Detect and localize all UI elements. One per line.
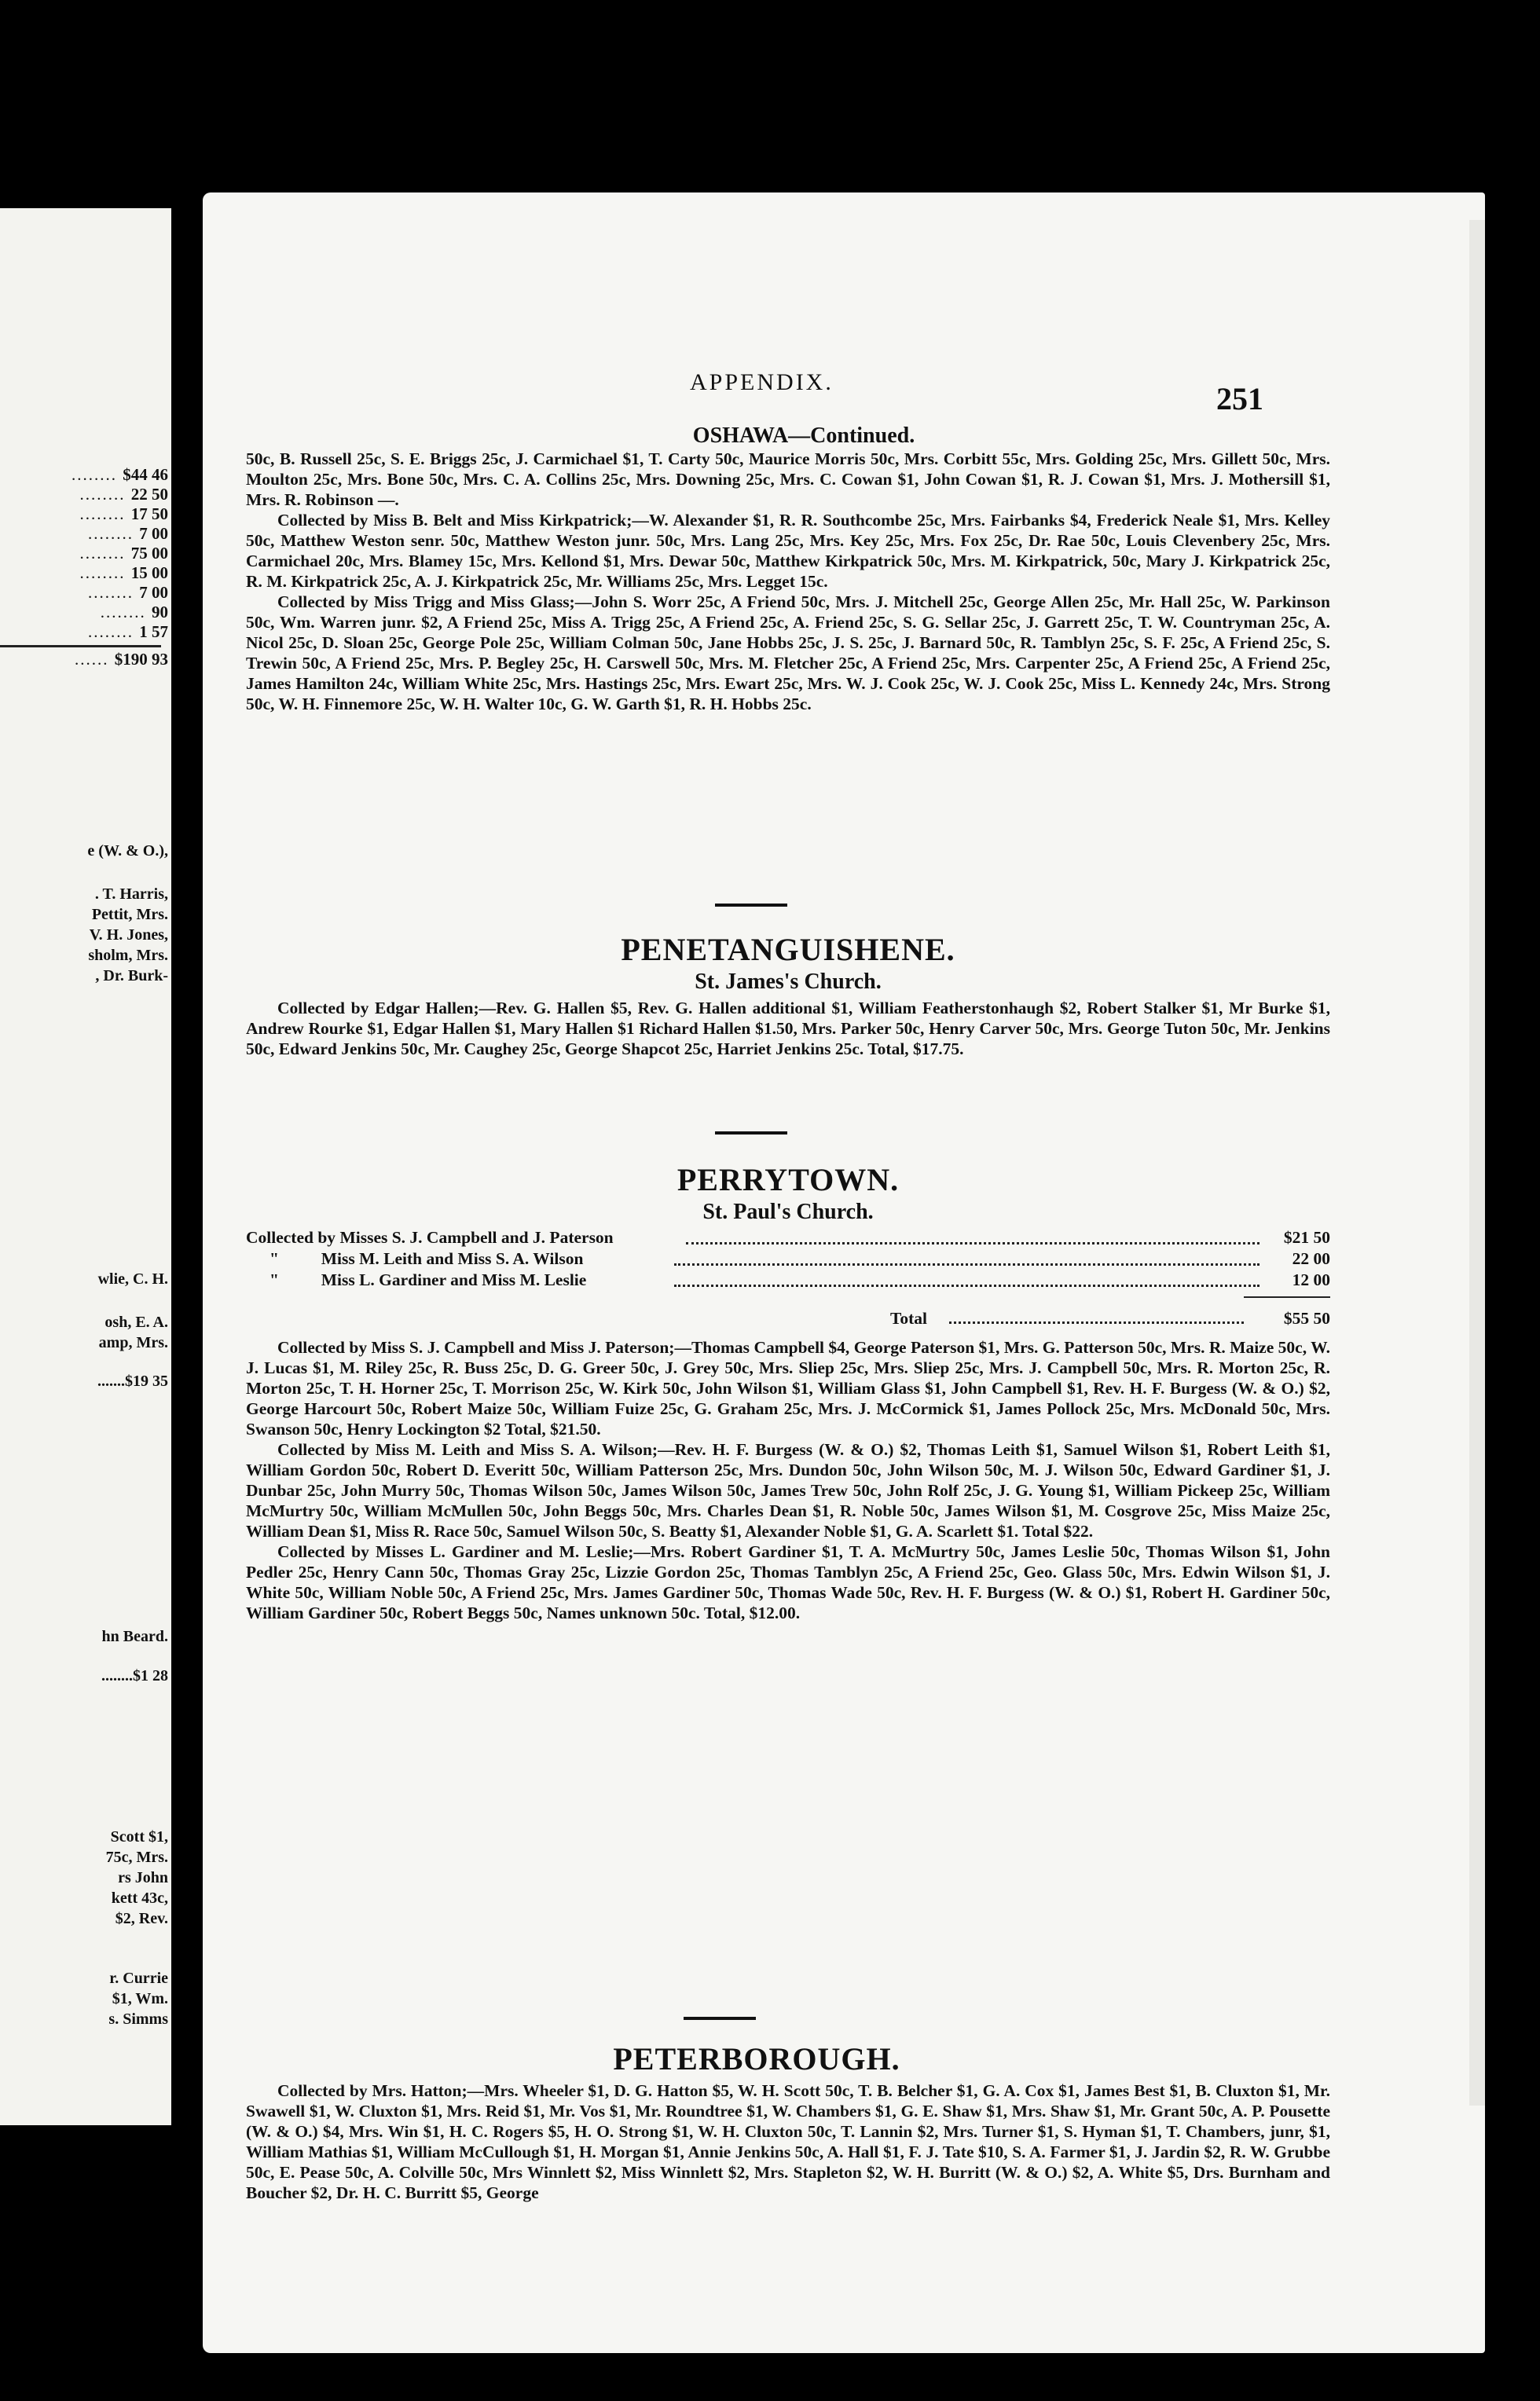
left-fragment: $2, Rev. — [115, 1910, 168, 1927]
left-fragment: Pettit, Mrs. — [91, 906, 168, 923]
section-perrytown — [246, 1161, 1330, 1623]
left-fragment: $1, Wm. — [112, 1990, 168, 2007]
section-penetanguishene — [246, 931, 1330, 1059]
left-amount: ........ 75 00 — [79, 544, 168, 563]
left-sum-rule — [0, 645, 161, 647]
left-fragment: 75c, Mrs. — [105, 1849, 168, 1866]
dot-leader — [686, 1241, 1260, 1244]
left-amount: ........ 90 — [100, 603, 168, 621]
running-head-title: APPENDIX. — [690, 369, 834, 395]
page-edge — [1469, 220, 1485, 2106]
paragraph: Collected by Edgar Hallen;—Rev. G. Hallen $5, Rev. G. Hallen additional $1, William Featherstonhaugh $2, Robert Stalker $1, Mr Burke $1, Andrew Rourke $1, Edgar Hallen $1, Mary Hallen $1 Richard Hallen $1.50, Mrs. Parker 50c, Henry Carver 50c, Mrs. George Tuton 50c, Mr. Jenkins 50c, Edward Jenkins 50c, Mr. Caughey 25c, George Shapcot 25c, Harriet Jenkins 25c. Total, $17.75. — [246, 999, 1330, 1058]
left-fragment: s. Simms — [108, 2011, 168, 2028]
left-amount: ........ 22 50 — [79, 485, 168, 504]
section-heading: OSHAWA—Continued. — [692, 423, 915, 448]
paragraph: Collected by Miss S. J. Campbell and Miss J. Paterson;—Thomas Campbell $4, George Paterson $1, Mrs. G. Patterson 50c, Mrs. R. Maize 50c, W. J. Lucas $1, M. Riley 25c, R. Buss 25c, D. G. Greer 50c, J. Grey 50c, Mrs. Sliep 25c, Mrs. Sliep 25c, Mrs. J. Campbell 50c, Mrs. R. Morton 25c, R. Morton 25c, T. H. Horner 25c, T. Morrison 25c, W. Kirk 50c, John Wilson $1, William Glass $1, John Campbell $1, Rev. H. F. Burgess (W. & O.) $2, George Harcourt 50c, Robert Maize 50c, William Fuize 25c, G. Graham 25c, Mrs. J. McCormick $1, James Pollock 25c, Mrs. McDonald 50c, Mrs. Swanson 50c, Henry Lockington $2 Total, $21.50. — [246, 1338, 1330, 1439]
left-fragment: , Dr. Burk- — [95, 967, 168, 984]
collection-amount: 12 00 — [1292, 1270, 1330, 1289]
left-fragment: . T. Harris, — [94, 885, 168, 903]
left-amount: ........ 1 57 — [88, 622, 168, 641]
page — [203, 192, 1485, 2353]
left-fragment: amp, Mrs. — [98, 1334, 168, 1351]
paragraph: Collected by Mrs. Hatton;—Mrs. Wheeler $1, D. G. Hatton $5, W. H. Scott 50c, T. B. Belcher $1, G. A. Cox $1, James Best $1, B. Cluxton $1, Mr. Swawell $1, W. Cluxton $1, Mrs. Reid $1, Mr. Vos $1, Mr. Roundtree $1, W. Chambers $1, G. E. Shaw $1, Mrs. Shaw $1, Mr. Grant 50c, A. P. Pousette (W. & O.) $4, Mrs. Win $1, H. C. Rogers $5, H. O. Strong $1, W. H. Cluxton 50c, T. Lannin $2, Mrs. Turner $1, S. Hyman $1, T. Chambers, junr, $1, William Mathias $1, William McCullough $1, H. Morgan $1, Annie Jenkins 50c, A. Hall $1, F. J. Tate $10, S. A. Farmer $1, J. Jardin $2, R. W. Grubbe 50c, E. Pease 50c, A. Colville 50c, Mrs Winnlett $2, Miss Winnlett $2, Mrs. Stapleton $2, W. H. Burritt (W. & O.) $2, A. White $5, Drs. Burnham and Boucher $2, Dr. H. C. Burritt $5, George — [246, 2081, 1330, 2202]
left-fragment: .......$19 35 — [97, 1373, 168, 1390]
section-heading: PENETANGUISHENE. — [621, 932, 955, 967]
collection-label: " Miss L. Gardiner and Miss M. Leslie — [270, 1270, 587, 1289]
left-fragment: wlie, C. H. — [97, 1270, 168, 1288]
total-row — [246, 1309, 1330, 1332]
section-heading: PERRYTOWN. — [676, 1162, 900, 1197]
total-amount: $55 50 — [1283, 1309, 1330, 1328]
section-divider — [715, 1131, 787, 1135]
collection-row — [246, 1228, 1330, 1249]
left-fragment: ........$1 28 — [101, 1667, 168, 1684]
section-subheading: St. Paul's Church. — [702, 1200, 874, 1224]
collection-amount: 22 00 — [1292, 1249, 1330, 1268]
sum-rule — [1244, 1296, 1330, 1298]
paragraph: 50c, B. Russell 25c, S. E. Briggs 25c, J. Carmichael $1, T. Carty 50c, Maurice Morris 50c, Mrs. Corbitt 55c, Mrs. Golding 25c, Mrs. Gillett 50c, Mrs. Moulton 25c, Mrs. Bone 50c, Mrs. C. A. Collins 25c, Mrs. Downing 25c, Mrs. C. Cowan $1, John Cowan $1, R. J. Cowan $1, Mrs. J. Mothersill $1, Mrs. R. Robinson —. — [246, 449, 1330, 509]
section-oshawa — [246, 422, 1330, 714]
left-fragment: r. Currie — [109, 1970, 168, 1987]
left-amount: ........ 7 00 — [88, 583, 168, 602]
left-total: ...... $190 93 — [75, 650, 168, 669]
collection-label: Collected by Misses S. J. Campbell and J. Paterson — [246, 1228, 614, 1247]
left-amount: ........ 7 00 — [88, 524, 168, 543]
left-fragment: osh, E. A. — [104, 1314, 168, 1331]
total-label: Total — [890, 1309, 927, 1328]
section-divider — [715, 904, 787, 907]
book-gutter — [171, 0, 204, 2401]
collections-table — [246, 1228, 1330, 1332]
left-fragment: hn Beard. — [101, 1628, 168, 1645]
left-fragment: Scott $1, — [110, 1828, 168, 1846]
collection-label: " Miss M. Leith and Miss S. A. Wilson — [270, 1249, 584, 1268]
section-heading: PETERBOROUGH. — [613, 2041, 900, 2077]
collection-row — [246, 1270, 1330, 1292]
paragraph: Collected by Miss M. Leith and Miss S. A. Wilson;—Rev. H. F. Burgess (W. & O.) $2, Thomas Leith $1, Samuel Wilson $1, Robert Leith $1, William Gordon 50c, Robert D. Everitt 50c, William Patterson 25c, Mrs. Dundon 50c, John Wilson 50c, M. J. Wilson 50c, Edward Gardiner $1, J. Dunbar 25c, John Murry 50c, Thomas Wilson 50c, James Wilson 50c, James Trew 50c, John Rolf 25c, J. G. Young $1, William Pickeep 25c, William McMurtry 50c, William McMullen 50c, John Beggs 50c, Mrs. Charles Dean $1, R. Noble 50c, James Wilson $1, M. Cosgrove 25c, Miss Maize 25c, William Dean $1, Miss R. Race 50c, Samuel Wilson 50c, S. Beatty $1, Alexander Noble $1, G. A. Scarlett $1. Total $22. — [246, 1440, 1330, 1541]
dot-leader — [674, 1283, 1260, 1287]
section-subheading: St. James's Church. — [695, 970, 882, 994]
left-fragment: kett 43c, — [111, 1890, 168, 1907]
collection-amount: $21 50 — [1283, 1228, 1330, 1247]
left-fragment: V. H. Jones, — [89, 926, 168, 944]
collection-row — [246, 1249, 1330, 1270]
left-amount: ........ $44 46 — [72, 465, 168, 484]
page-number: 251 — [1216, 381, 1263, 416]
paragraph: Collected by Misses L. Gardiner and M. Leslie;—Mrs. Robert Gardiner $1, T. A. McMurtry 50c, James Leslie 50c, Thomas Wilson $1, John Pedler 25c, Henry Cann 50c, Thomas Gray 25c, Lizzie Gordon 25c, Thomas Tamblyn 25c, A Friend 25c, Geo. Glass 50c, Mrs. Edwin Wilson $1, J. White 50c, William Noble 50c, A Friend 25c, Mrs. James Gardiner 50c, Thomas Wade 50c, Rev. H. F. Burgess (W. & O.) $1, Robert H. Gardiner 50c, William Gardiner 50c, Robert Beggs 50c, Names unknown 50c. Total, $12.00. — [246, 1542, 1330, 1622]
section-peterborough — [246, 2040, 1330, 2203]
left-amount: ........ 15 00 — [79, 563, 168, 582]
left-fragment: e (W. & O.), — [87, 842, 168, 860]
paragraph: Collected by Miss Trigg and Miss Glass;—John S. Worr 25c, A Friend 50c, Mrs. J. Mitchell 25c, George Allen 25c, Mr. Hall 25c, W. Parkinson 50c, Wm. Warren junr. $2, A Friend 25c, Miss A. Trigg 25c, A Friend 25c, A. Friend 25c, S. G. Sellar 25c, J. Garrett 25c, T. W. Countryman 25c, A. Nicol 25c, D. Sloan 25c, George Pole 25c, William Colman 50c, Jane Hobbs 25c, J. S. 25c, J. Barnard 50c, R. Tamblyn 25c, S. F. 25c, A Friend 25c, S. Trewin 50c, A Friend 25c, Mrs. P. Begley 25c, H. Carswell 50c, Mrs. M. Fletcher 25c, A Friend 25c, Mrs. Carpenter 25c, A Friend 25c, A Friend 25c, James Hamilton 24c, William White 25c, Mrs. Hastings 25c, Mrs. Ewart 25c, Mrs. W. J. Cook 25c, W. J. Cook 25c, Miss L. Kennedy 24c, Mrs. Strong 50c, W. H. Finnemore 25c, W. H. Walter 10c, G. W. Garth $1, R. H. Hobbs 25c. — [246, 592, 1330, 713]
left-fragment: rs John — [118, 1869, 168, 1886]
section-divider — [684, 2017, 756, 2020]
left-page-fragment — [0, 208, 171, 2125]
dot-leader — [674, 1262, 1260, 1266]
left-fragment: sholm, Mrs. — [88, 947, 168, 964]
paragraph: Collected by Miss B. Belt and Miss Kirkpatrick;—W. Alexander $1, R. R. Southcombe 25c, Mrs. Fairbanks $4, Frederick Neale $1, Mrs. Kelley 50c, Matthew Weston senr. 50c, Matthew Weston junr. 50c, Mrs. Lang 25c, Mrs. Key 25c, Mrs. Fox 25c, Dr. Rae 50c, Louis Clevenbery 25c, Mrs. Carmichael 20c, Mrs. Blamey 15c, Mrs. Kellond $1, Mrs. Dewar 50c, Matthew Kirkpatrick 50c, Mrs. M. Kirkpatrick, 50c, Mary J. Kirkpatrick 25c, R. M. Kirkpatrick 25c, A. J. Kirkpatrick 25c, Mr. Williams 25c, Mrs. Legget 15c. — [246, 511, 1330, 591]
left-amount: ........ 17 50 — [79, 504, 168, 523]
dot-leader — [949, 1321, 1244, 1324]
